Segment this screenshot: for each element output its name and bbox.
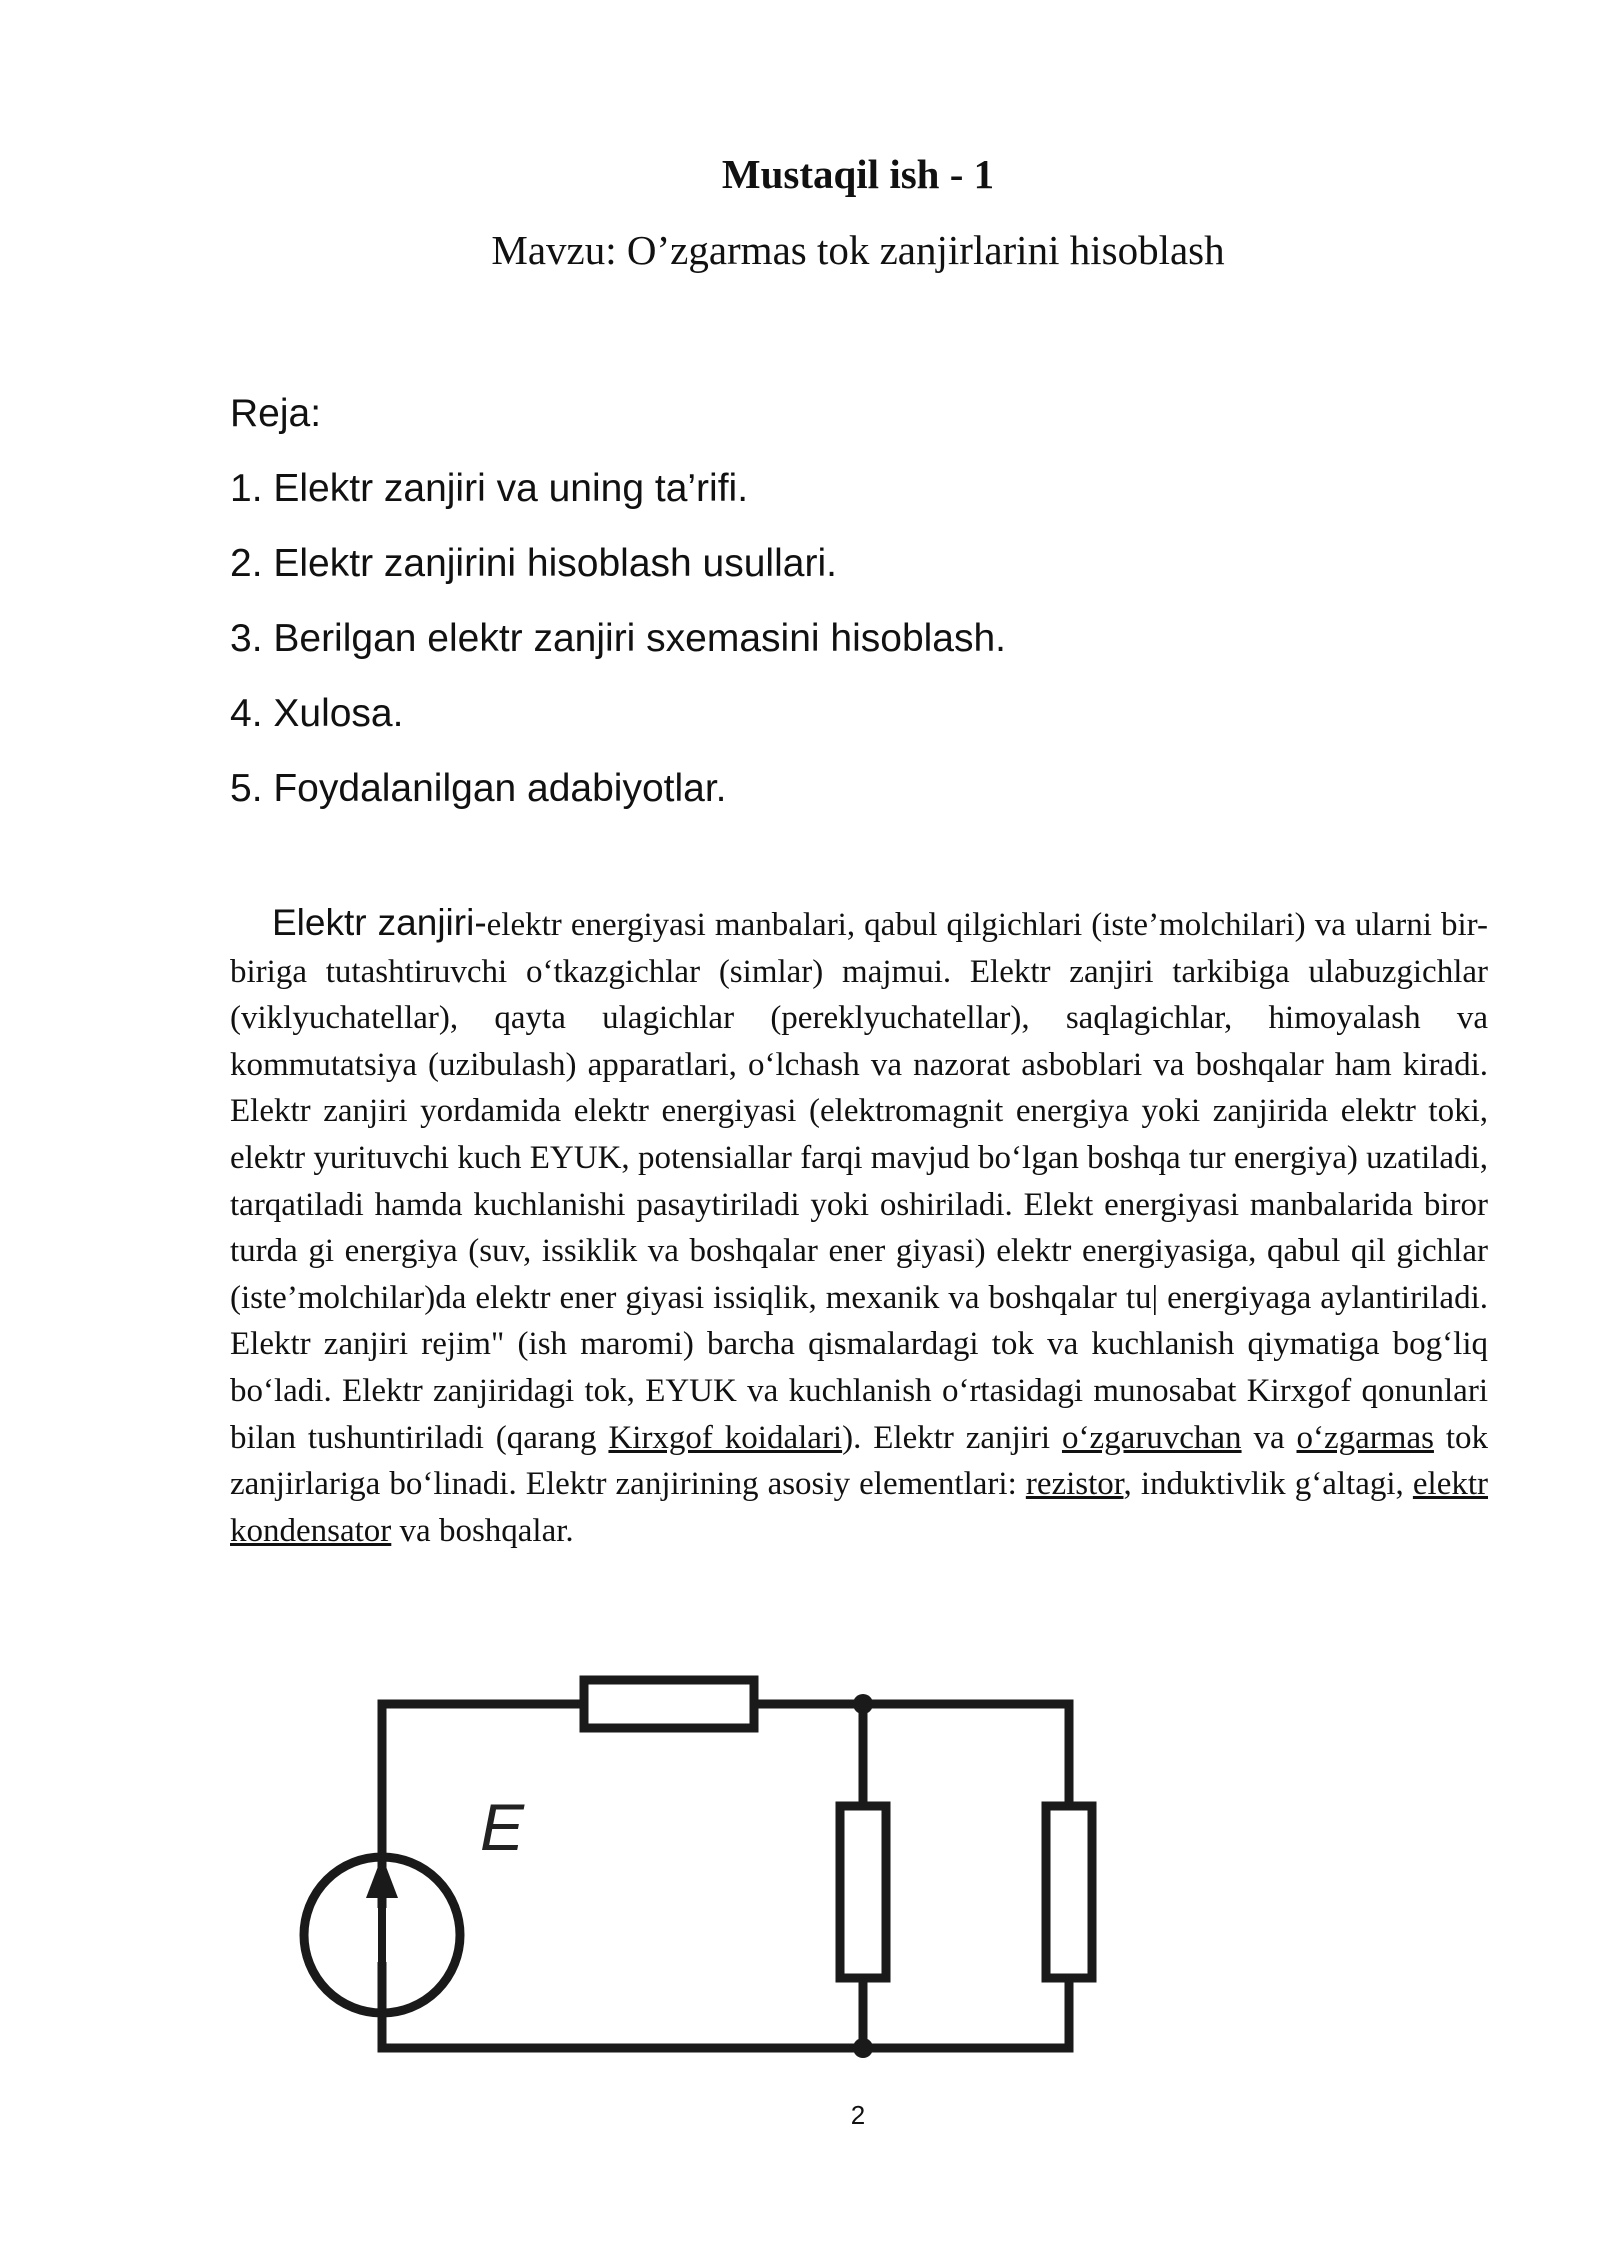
body-text-segment: , induktivlik g‘altagi, bbox=[1123, 1466, 1413, 1503]
link-elektr-kondensator[interactable]: elektr kondensator bbox=[230, 1466, 1489, 1549]
circuit-diagram bbox=[280, 1660, 1140, 2060]
body-text-segment: tok zanjirlariga bo‘linadi. Elektr zanjirining asosiy elementlari: bbox=[230, 1419, 1489, 1503]
plan-list bbox=[230, 376, 1006, 826]
body-text-segment: va boshqalar. bbox=[391, 1512, 574, 1549]
plan-item: 4. Xulosa. bbox=[230, 692, 404, 735]
junction-dot-bottom bbox=[853, 2038, 873, 2058]
circuit-wire-bottom bbox=[382, 1962, 1069, 2048]
resistor-top bbox=[584, 1680, 754, 1728]
plan-item: 1. Elektr zanjiri va uning ta’rifi. bbox=[230, 467, 749, 510]
plan-item: 5. Foydalanilgan adabiyotlar. bbox=[230, 767, 727, 810]
link-ozgaruvchan[interactable]: o‘zgaruvchan bbox=[1061, 1419, 1242, 1456]
document-title: Mustaqil ish - 1 bbox=[721, 151, 995, 197]
plan-item: 2. Elektr zanjirini hisoblash usullari. bbox=[230, 542, 837, 585]
junction-dot-top bbox=[853, 1694, 873, 1714]
page-number: 2 bbox=[850, 2100, 866, 2130]
link-kirxgof-koidalari[interactable]: Kirxgof koidalari bbox=[608, 1419, 843, 1456]
body-paragraph bbox=[230, 900, 1488, 1554]
resistor-right bbox=[1046, 1806, 1092, 1978]
paragraph-lead-term: Elektr zanjiri- bbox=[272, 902, 487, 943]
body-text-segment: ). Elektr zanjiri bbox=[842, 1419, 1062, 1456]
source-label-e: E bbox=[480, 1790, 525, 1864]
resistor-middle bbox=[840, 1806, 886, 1978]
body-text-segment: elektr energiyasi manbalari, qabul qilgichlari (iste’molchilari) va ularni bir-biriga tutashtiruvchi o‘tkazgichlar (simlar) majmui. Elektr zanjiri tarkibiga ulabuzgichlar (viklyuchatellar), qayta ulagichlar (pereklyuchatellar), saqlagichlar, himoyalash va kommutatsiya (uzibulash) apparatlari, o‘lchash va nazorat asboblari va boshqalar ham kiradi. Elektr zanjiri yordamida elektr energiyasi (elektromagnit energiya yoki zanjirida elektr toki, elektr yurituvchi kuch EYUK, potensiallar farqi mavjud bo‘lgan boshqa tur energiya) uzatiladi, tarqatiladi hamda kuchlanishi pasaytiriladi yoki oshiriladi. Elekt energiyasi manbalarida biror turda gi energiya (suv, issiklik va boshqalar ener giyasi) elektr energiyasiga, qabul qil gichlar (iste’molchilar)da elektr ener giyasi issiqlik, mexanik va boshqalar tu| energiyaga aylantiriladi. Elektr zanjiri rejim" (ish maromi) barcha qismalardagi tok va kuchlanish qiymatiga bog‘liq bo‘ladi. Elektr zanjiridagi tok, EYUK va kuchlanish o‘rtasidagi munosabat Kirxgof qonunlari bilan tushuntiriladi (qarang bbox=[230, 907, 1488, 1456]
plan-heading: Reja: bbox=[230, 392, 322, 435]
body-text-segment: va bbox=[1241, 1419, 1297, 1456]
link-rezistor[interactable]: rezistor bbox=[1025, 1466, 1124, 1503]
link-ozgarmas[interactable]: o‘zgarmas bbox=[1296, 1419, 1434, 1456]
document-subtitle: Mavzu: O’zgarmas tok zanjirlarini hisoblash bbox=[491, 227, 1225, 273]
plan-item: 3. Berilgan elektr zanjiri sxemasini hisoblash. bbox=[230, 617, 1007, 660]
